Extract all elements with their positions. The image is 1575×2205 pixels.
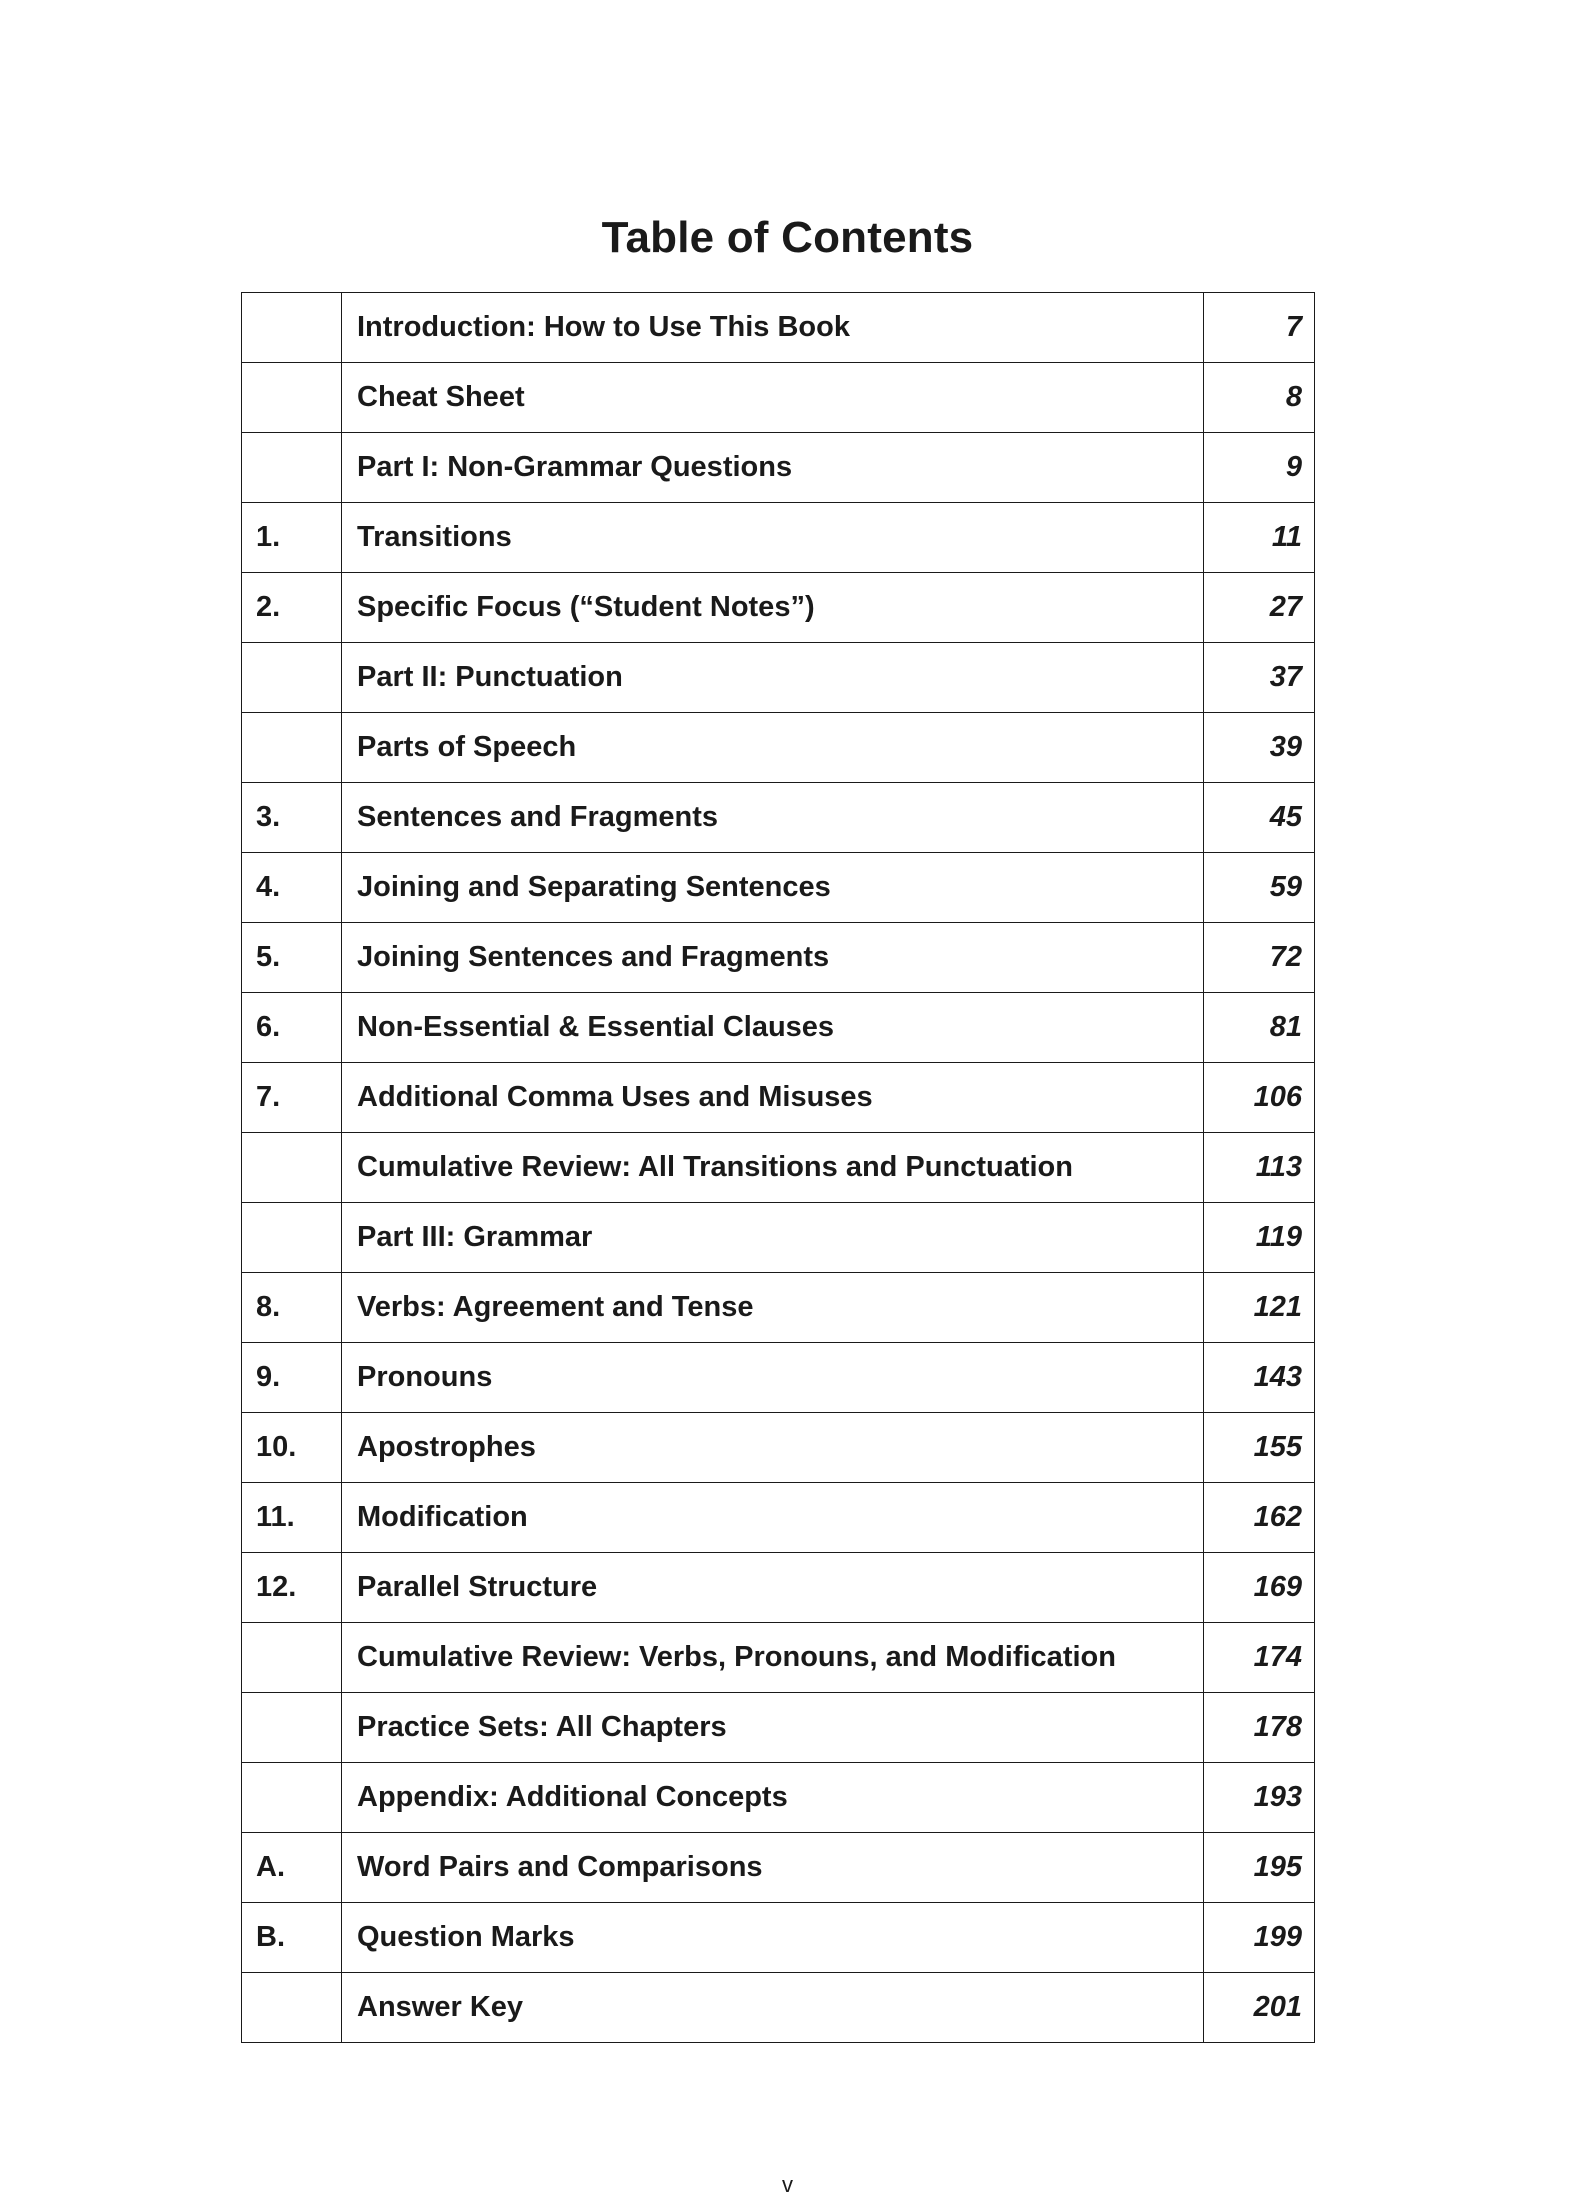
toc-entry-title: Joining and Separating Sentences bbox=[342, 853, 1204, 923]
toc-entry-title: Non-Essential & Essential Clauses bbox=[342, 993, 1204, 1063]
toc-entry-title: Sentences and Fragments bbox=[342, 783, 1204, 853]
toc-entry-title: Transitions bbox=[342, 503, 1204, 573]
toc-entry-title: Apostrophes bbox=[342, 1413, 1204, 1483]
toc-row bbox=[242, 503, 1315, 573]
toc-page-number: 155 bbox=[1204, 1413, 1315, 1483]
toc-entry-title: Joining Sentences and Fragments bbox=[342, 923, 1204, 993]
toc-row bbox=[242, 433, 1315, 503]
toc-row bbox=[242, 853, 1315, 923]
toc-chapter-number: 11. bbox=[242, 1483, 342, 1553]
toc-row bbox=[242, 783, 1315, 853]
toc-chapter-number: B. bbox=[242, 1903, 342, 1973]
page-title: Table of Contents bbox=[601, 213, 974, 262]
toc-page-number: 201 bbox=[1204, 1973, 1315, 2043]
toc-chapter-number bbox=[242, 433, 342, 503]
toc-chapter-number: 9. bbox=[242, 1343, 342, 1413]
toc-row bbox=[242, 713, 1315, 783]
toc-entry-title: Appendix: Additional Concepts bbox=[342, 1763, 1204, 1833]
toc-row bbox=[242, 1553, 1315, 1623]
toc-chapter-number bbox=[242, 1133, 342, 1203]
toc-entry-title: Part III: Grammar bbox=[342, 1203, 1204, 1273]
toc-page-number: 8 bbox=[1204, 363, 1315, 433]
toc-entry-title: Part I: Non-Grammar Questions bbox=[342, 433, 1204, 503]
toc-page-number: 27 bbox=[1204, 573, 1315, 643]
toc-page-number: 7 bbox=[1204, 293, 1315, 363]
toc-page-number: 178 bbox=[1204, 1693, 1315, 1763]
toc-page-number: 193 bbox=[1204, 1763, 1315, 1833]
toc-chapter-number bbox=[242, 1763, 342, 1833]
toc-chapter-number bbox=[242, 1693, 342, 1763]
toc-entry-title: Cumulative Review: Verbs, Pronouns, and Modification bbox=[342, 1623, 1204, 1693]
toc-entry-title: Cumulative Review: All Transitions and Punctuation bbox=[342, 1133, 1204, 1203]
toc-row bbox=[242, 1133, 1315, 1203]
toc-row bbox=[242, 1623, 1315, 1693]
toc-row bbox=[242, 1483, 1315, 1553]
toc-entry-title: Introduction: How to Use This Book bbox=[342, 293, 1204, 363]
toc-entry-title: Additional Comma Uses and Misuses bbox=[342, 1063, 1204, 1133]
toc-chapter-number: 6. bbox=[242, 993, 342, 1063]
toc-chapter-number: 2. bbox=[242, 573, 342, 643]
toc-page-number: 195 bbox=[1204, 1833, 1315, 1903]
toc-row bbox=[242, 293, 1315, 363]
toc-page-number: 59 bbox=[1204, 853, 1315, 923]
toc-entry-title: Answer Key bbox=[342, 1973, 1204, 2043]
toc-page-number: 11 bbox=[1204, 503, 1315, 573]
toc-page-number: 113 bbox=[1204, 1133, 1315, 1203]
toc-chapter-number bbox=[242, 363, 342, 433]
toc-row bbox=[242, 1063, 1315, 1133]
toc-page-number: 39 bbox=[1204, 713, 1315, 783]
toc-page-number: 45 bbox=[1204, 783, 1315, 853]
toc-page-number: 37 bbox=[1204, 643, 1315, 713]
toc-entry-title: Verbs: Agreement and Tense bbox=[342, 1273, 1204, 1343]
toc-entry-title: Specific Focus (“Student Notes”) bbox=[342, 573, 1204, 643]
toc-chapter-number: 7. bbox=[242, 1063, 342, 1133]
toc-row bbox=[242, 1833, 1315, 1903]
toc-row bbox=[242, 1763, 1315, 1833]
toc-entry-title: Pronouns bbox=[342, 1343, 1204, 1413]
toc-row bbox=[242, 573, 1315, 643]
toc-chapter-number bbox=[242, 713, 342, 783]
toc-chapter-number: 12. bbox=[242, 1553, 342, 1623]
toc-chapter-number bbox=[242, 643, 342, 713]
toc-entry-title: Word Pairs and Comparisons bbox=[342, 1833, 1204, 1903]
toc-page-number: 121 bbox=[1204, 1273, 1315, 1343]
toc-entry-title: Question Marks bbox=[342, 1903, 1204, 1973]
toc-table bbox=[241, 292, 1315, 2043]
toc-row bbox=[242, 1203, 1315, 1273]
toc-row bbox=[242, 1973, 1315, 2043]
toc-page-number: 72 bbox=[1204, 923, 1315, 993]
toc-row bbox=[242, 1343, 1315, 1413]
toc-row bbox=[242, 993, 1315, 1063]
toc-page-number: 162 bbox=[1204, 1483, 1315, 1553]
toc-entry-title: Parallel Structure bbox=[342, 1553, 1204, 1623]
toc-page-number: 106 bbox=[1204, 1063, 1315, 1133]
toc-chapter-number: 3. bbox=[242, 783, 342, 853]
toc-entry-title: Practice Sets: All Chapters bbox=[342, 1693, 1204, 1763]
footer-page-number: v bbox=[782, 2172, 793, 2197]
toc-row bbox=[242, 1413, 1315, 1483]
toc-body bbox=[242, 293, 1315, 2043]
toc-chapter-number: 10. bbox=[242, 1413, 342, 1483]
toc-page-number: 119 bbox=[1204, 1203, 1315, 1273]
toc-entry-title: Modification bbox=[342, 1483, 1204, 1553]
toc-page-number: 169 bbox=[1204, 1553, 1315, 1623]
toc-chapter-number: A. bbox=[242, 1833, 342, 1903]
toc-row bbox=[242, 363, 1315, 433]
toc-page-number: 9 bbox=[1204, 433, 1315, 503]
toc-row bbox=[242, 1903, 1315, 1973]
toc-page-number: 81 bbox=[1204, 993, 1315, 1063]
toc-entry-title: Part II: Punctuation bbox=[342, 643, 1204, 713]
toc-chapter-number bbox=[242, 1203, 342, 1273]
toc-chapter-number: 5. bbox=[242, 923, 342, 993]
toc-page-number: 199 bbox=[1204, 1903, 1315, 1973]
toc-row bbox=[242, 1693, 1315, 1763]
toc-row bbox=[242, 1273, 1315, 1343]
toc-chapter-number: 1. bbox=[242, 503, 342, 573]
toc-chapter-number bbox=[242, 293, 342, 363]
toc-entry-title: Cheat Sheet bbox=[342, 363, 1204, 433]
toc-row bbox=[242, 643, 1315, 713]
toc-chapter-number bbox=[242, 1623, 342, 1693]
toc-page-number: 143 bbox=[1204, 1343, 1315, 1413]
toc-page-number: 174 bbox=[1204, 1623, 1315, 1693]
toc-chapter-number bbox=[242, 1973, 342, 2043]
toc-entry-title: Parts of Speech bbox=[342, 713, 1204, 783]
toc-chapter-number: 8. bbox=[242, 1273, 342, 1343]
toc-row bbox=[242, 923, 1315, 993]
toc-chapter-number: 4. bbox=[242, 853, 342, 923]
